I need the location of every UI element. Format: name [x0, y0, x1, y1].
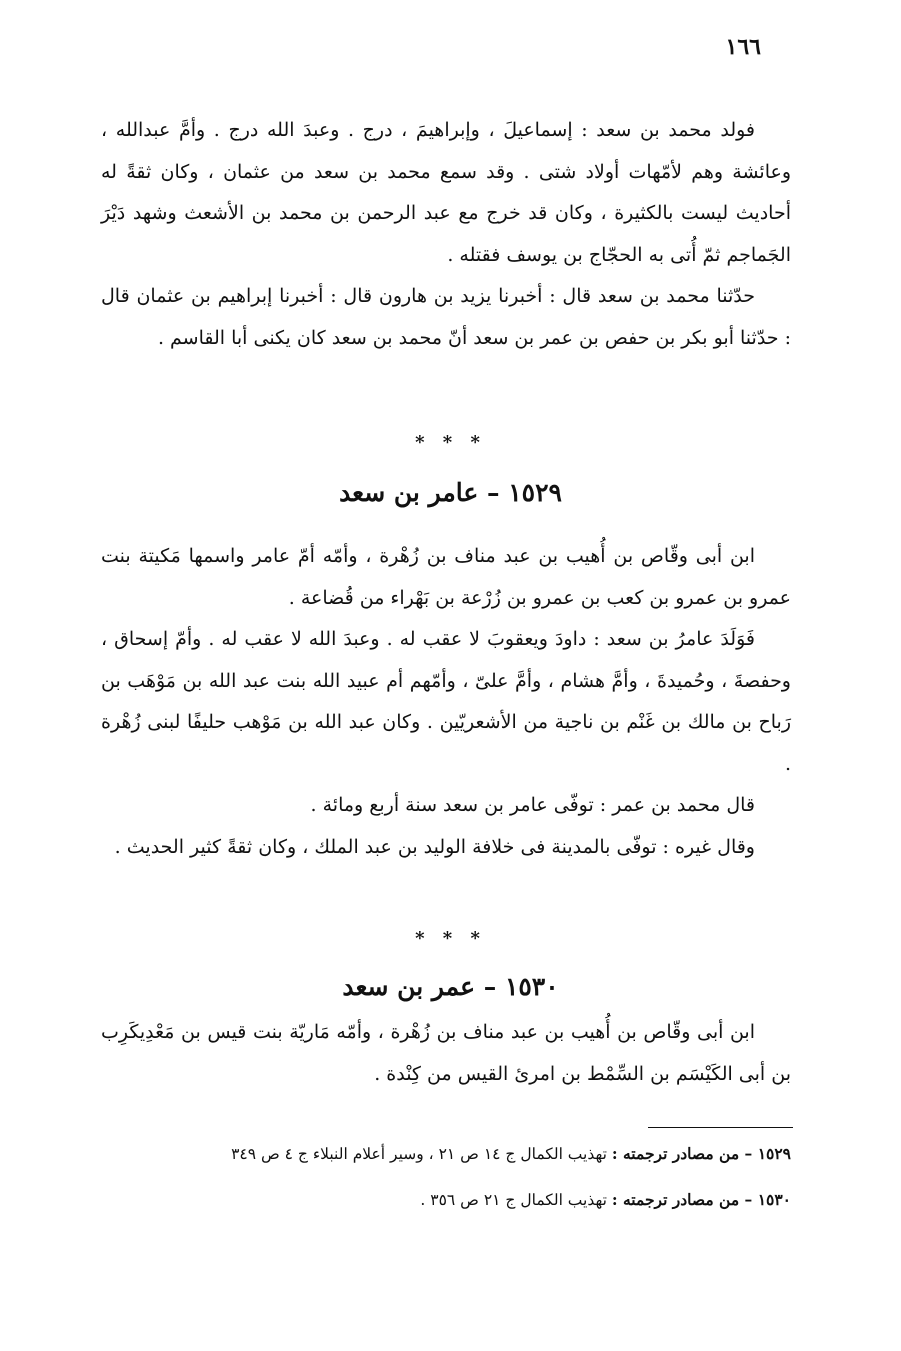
- section-separator-2: * * *: [415, 928, 486, 949]
- footnote-divider: [648, 1127, 793, 1128]
- entry-1530-body: [101, 1012, 791, 1095]
- footnote-1530-label: ١٥٣٠ – من مصادر ترجمته :: [611, 1190, 791, 1209]
- entry-1529-paragraph-2: فَوَلَدَ عامرُ بن سعد : داودَ ويعقوبَ لا عقب له . وعبدَ الله لا عقب له . وأمّ إسحاق ، وحفصةَ ، وحُميدةَ ، وأمَّ هشام ، وأمَّ علىّ ، وأمّهم أم عبيد الله بنت عبد الله بن مَوْهَب بن رَباح بن مالك بن غَنْم بن ناجية من الأشعريّين . وكان عبد الله بن مَوْهب حليفًا لبنى زُهْرة .: [101, 628, 791, 775]
- footnotes-section: [101, 1138, 791, 1230]
- footnote-1529: [101, 1138, 791, 1170]
- intro-section: [101, 110, 791, 359]
- entry-1529-paragraph-4: وقال غيره : توفّى بالمدينة فى خلافة الوليد بن عبد الملك ، وكان ثقةً كثير الحديث .: [114, 835, 755, 858]
- footnote-1530-text: تهذيب الكمال ج ٢١ ص ٣٥٦ .: [420, 1191, 607, 1209]
- entry-1529-body: [101, 536, 791, 868]
- footnote-1529-label: ١٥٢٩ – من مصادر ترجمته :: [611, 1144, 791, 1163]
- entry-heading-1530: ١٥٣٠ – عمر بن سعد: [342, 972, 559, 1001]
- footnote-1529-text: تهذيب الكمال ج ١٤ ص ٢١ ، وسير أعلام النبلاء ج ٤ ص ٣٤٩: [231, 1145, 607, 1163]
- entry-1529-paragraph-1: ابن أبى وقّاص بن أُهيب بن عبد مناف بن زُهْرة ، وأمّه أمّ عامر واسمها مَكيتة بنت عمرو بن عمرو بن كعب بن عمرو بن زُرْعة بن بَهْراء من قُضاعة .: [101, 545, 791, 609]
- entry-heading-1529: ١٥٢٩ – عامر بن سعد: [339, 478, 562, 507]
- entry-1529-paragraph-3: قال محمد بن عمر : توفّى عامر بن سعد سنة أربع ومائة .: [310, 794, 755, 816]
- section-separator-1: * * *: [415, 432, 486, 453]
- entry-1530-paragraph-1: ابن أبى وقّاص بن أُهيب بن عبد مناف بن زُهْرة ، وأمّه مَاريّة بنت قيس بن مَعْدِيكَرِب بن أبى الكَيْسَم بن السِّمْط بن امرئ القيس من كِنْدة .: [101, 1021, 791, 1085]
- footnote-1530: [101, 1184, 791, 1216]
- intro-paragraph-2: حدّثنا محمد بن سعد قال : أخبرنا يزيد بن هارون قال : أخبرنا إبراهيم بن عثمان قال : حدّثنا أبو بكر بن حفص بن عمر بن سعد أنّ محمد بن سعد كان يكنى أبا القاسم .: [101, 285, 791, 349]
- page-number: ١٦٦: [725, 34, 761, 60]
- intro-paragraph-1: فولد محمد بن سعد : إسماعيلَ ، وإبراهيمَ ، درج . وعبدَ الله درج . وأمَّ عبدالله ، وعائشة وهم لأمّهات أولاد شتى . وقد سمع محمد بن سعد من عثمان ، وكان ثقةً له أحاديث ليست بالكثيرة ، وكان قد خرج مع عبد الرحمن بن محمد بن الأشعث وشهد دَيْرَ الجَماجم ثمّ أُتى به الحجّاج بن يوسف فقتله .: [101, 119, 791, 266]
